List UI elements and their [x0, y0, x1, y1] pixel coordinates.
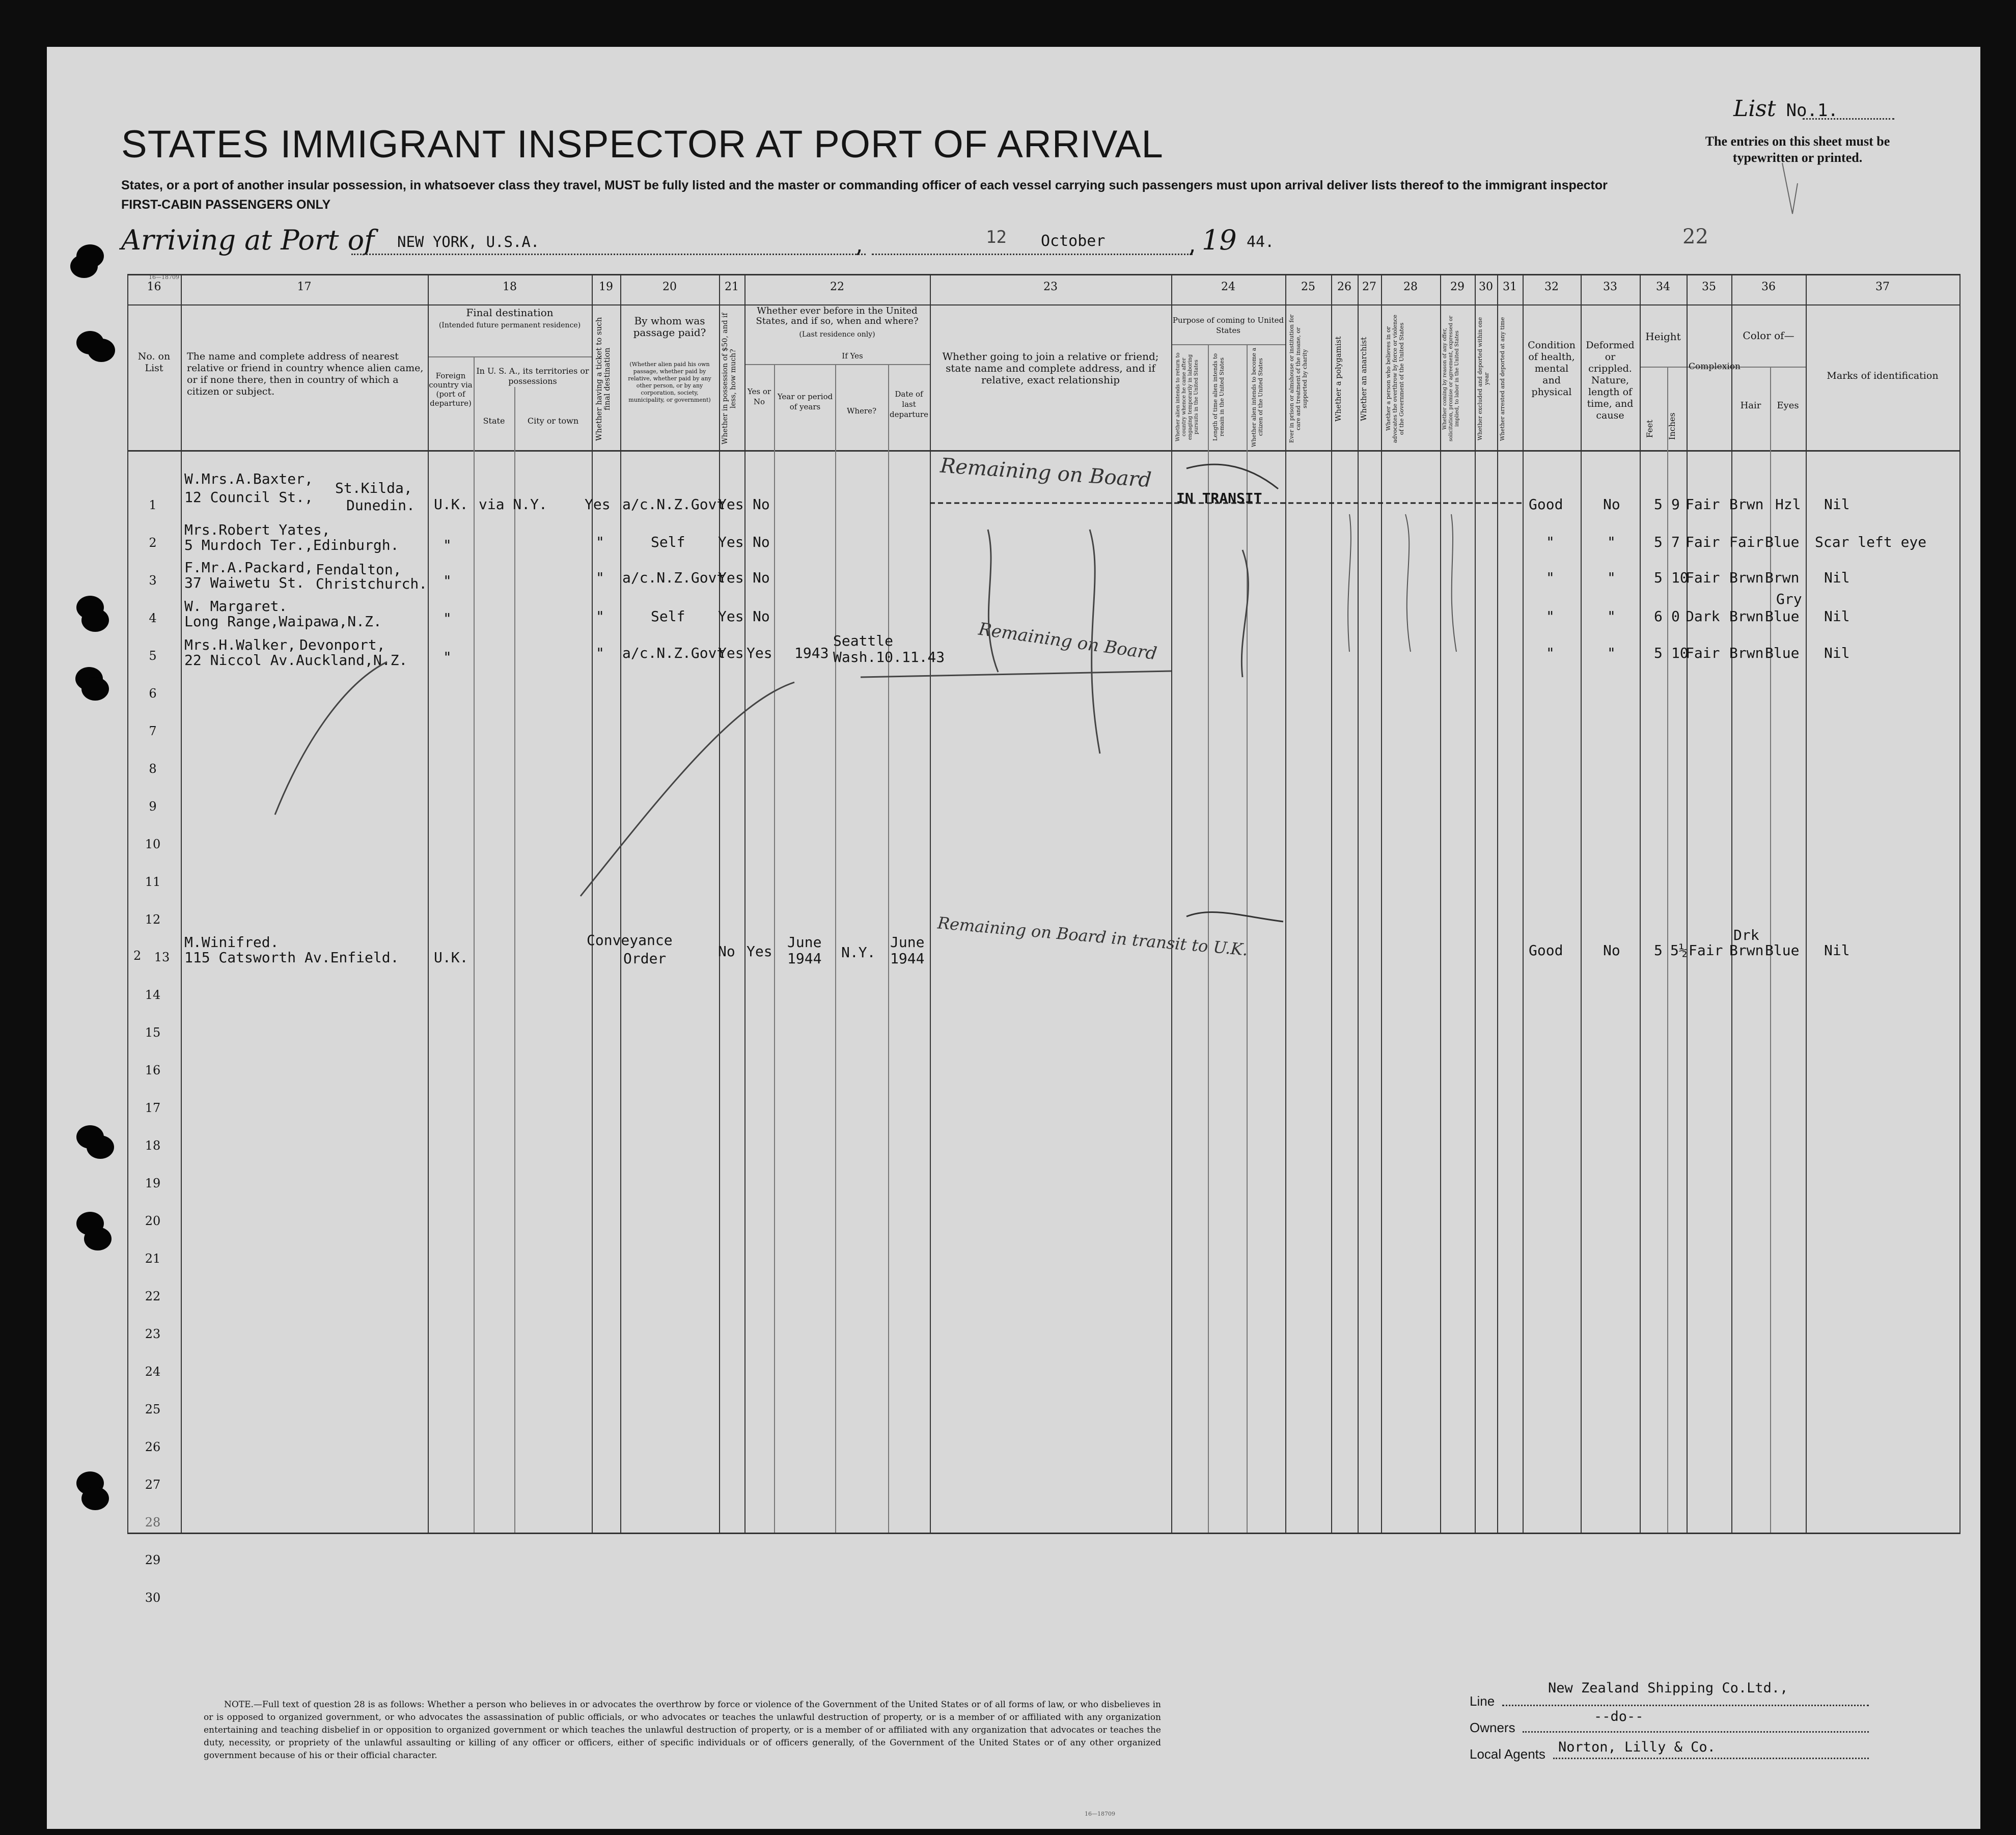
subtitle: FIRST-CABIN PASSENGERS ONLY [121, 198, 331, 212]
agents-value: Norton, Lilly & Co. [1558, 1739, 1716, 1755]
intro-text: States, or a port of another insular possession, in whatsoever class they travel, MUST be fully listed and the master or commanding officer of each vessel carrying such passengers must upon arrival deliver lists thereof to the immigrant inspector [121, 178, 1608, 192]
header-col-24: 24 Purpose of coming to United States Whether alien intends to return to country whence he came after engaging temporarily in laboring pursuits in the United States Length of time alien intends to remain in the United States Whether alien intends to become a citizen of the United States [1172, 281, 1284, 447]
header-col-23: 23 Whether going to join a relative or friend; state name and complete address, and if relative, exact relationship [942, 281, 1159, 386]
header-col-27: 27 Whether an anarchist [1359, 281, 1376, 421]
handwritten-remaining-3: Remaining on Board in transit to U.K. [936, 913, 1249, 960]
header-col-29: 29 Whether coming by reason of any offer, solicitation, promise or agreement, expressed or implied, to labor in the United States [1442, 281, 1465, 442]
port-value: NEW YORK, U.S.A. [397, 233, 540, 251]
header-col-31: 31 Whether arrested and deported at any time [1499, 281, 1517, 441]
header-col-17: 17 The name and complete address of nearest relative or friend in country whence alien came, or if none there, then in country of which a citizen or subject. [187, 281, 424, 397]
header-col-33: 33 Deformed or crippled. Nature, length of time, and cause [1586, 281, 1635, 421]
year-prefix: 19 [1202, 224, 1237, 256]
header-col-26: 26 Whether a polygamist [1334, 281, 1351, 422]
header-col-30: 30 Whether excluded and deported within one year [1477, 281, 1493, 441]
owners-label: Owners [1470, 1720, 1515, 1735]
header-col-28: 28 Whether a person who believes in or advocates the overthrow by force or violence of the Government of the United States [1385, 281, 1418, 443]
owners-value: --do-- [1594, 1709, 1644, 1725]
footnote: NOTE.—Full text of question 28 is as follows: Whether a person who believes in or advocates the overthrow by force or violence of the Government of the United States or of all forms of law, or who disbelieves in or is opposed to organized government, or who advocates the assassination of public officials, or who advocates or teaches the unlawful destruction of property, or is a member of or affiliated with any organization entertaining and teaching disbelief in or opposition to organized government or which teaches the unlawful destruction of property, or is a member of or affiliated with any organization that advocates or teaches the duty, necessity, or propriety of the unlawful assaulting or killing of any officer or officers, either of specific individuals or of officers generally, of the Government of the United States or of any other organized government because of his or their official character. [204, 1700, 1161, 1761]
list-number: List No.1. [1733, 96, 1838, 122]
header-col-18: 18 Final destination (Intended future permanent residence) Foreign country via (port of departure) In U. S. A., its territories or possessions State City or town [429, 281, 589, 426]
header-col-20: 20 By whom was passage paid? (Whether alien paid his own passage, whether paid by relative, whether paid by any other person, or by any corporation, society, municipality, or government) [628, 281, 711, 403]
handwritten-remaining-1: Remaining on Board [939, 454, 1152, 492]
line-label: Line [1470, 1693, 1495, 1709]
sheet-number: 22 [1682, 225, 1708, 248]
header-col-34: 34 Height Feet Inches [1645, 281, 1681, 440]
line-value: New Zealand Shipping Co.Ltd., [1548, 1680, 1788, 1696]
typewritten-note: The entries on this sheet must be typewritten or printed. [1705, 134, 1890, 165]
footer-form-code: 16—18709 [1085, 1811, 1115, 1817]
month-value: October [1041, 232, 1106, 250]
day-value: 12 [986, 227, 1007, 247]
handwritten-remaining-2: Remaining on Board [977, 619, 1158, 664]
header-col-19: 19 Whether having a ticket to such final destination [594, 281, 613, 441]
header-col-16: 16 No. on List [137, 281, 171, 374]
arriving-label: Arriving at Port of [121, 224, 375, 256]
header-col-25: 25 Ever in prison or almshouse or institution for care and treatment of the insane, or supported by charity [1288, 281, 1315, 443]
header-col-35: 35 Complexion [1689, 281, 1741, 372]
header-col-36: 36 Color of— Hair Eyes [1740, 281, 1799, 411]
header-col-37: 37 Marks of identification [1827, 281, 1939, 381]
header-col-32: 32 Condition of health, mental and physical [1528, 281, 1576, 398]
agents-label: Local Agents [1470, 1746, 1545, 1762]
in-transit-stamp: IN TRANSIT [1176, 490, 1262, 507]
header-col-22: 22 Whether ever before in the United States, and if so, when and where? (Last residence only) If Yes Yes or No Year or period of years Where? Date of last departure [747, 281, 928, 419]
page-title: STATES IMMIGRANT INSPECTOR AT PORT OF ARRIVAL [121, 123, 1164, 166]
form-code: 16—18709 [149, 274, 179, 281]
header-col-21: 21 Whether in possession of $50, and if less, how much? [721, 281, 739, 445]
year-value: 44. [1247, 233, 1275, 251]
